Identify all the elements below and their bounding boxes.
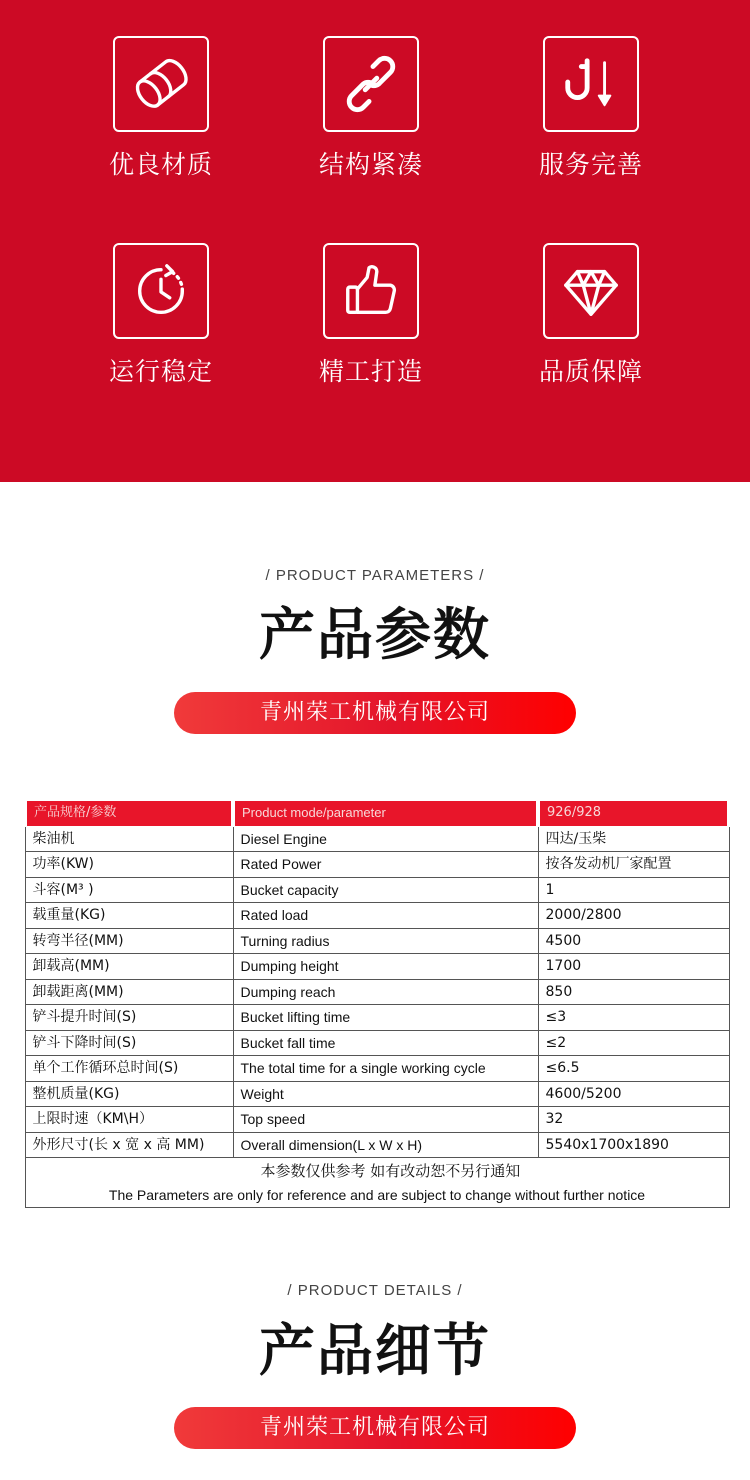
feature-label: 服务完善 xyxy=(538,150,643,179)
table-row xyxy=(25,1005,729,1031)
param-name-cn: 斗容(M³ ) xyxy=(25,877,233,903)
note-english: The Parameters are only for reference and are subject to change without further notice xyxy=(108,1186,646,1203)
feature-item xyxy=(496,36,686,180)
param-name-en: Top speed xyxy=(233,1107,538,1133)
table-row xyxy=(25,1081,729,1107)
feature-item xyxy=(496,243,686,387)
thumbs-up-icon xyxy=(323,243,419,339)
header-cell: Product mode/parameter xyxy=(233,801,538,827)
param-name-en: Turning radius xyxy=(233,928,538,954)
param-name-en: The total time for a single working cycle xyxy=(233,1056,538,1082)
company-name-pill: 青州荣工机械有限公司 xyxy=(174,1407,576,1449)
param-name-en: Bucket capacity xyxy=(233,877,538,903)
feature-item xyxy=(66,36,256,180)
parameters-title: 产品参数 xyxy=(259,603,491,668)
clock-refresh-icon xyxy=(113,243,209,339)
param-name-cn: 功率(KW) xyxy=(25,852,233,878)
feature-item xyxy=(276,36,466,180)
table-row xyxy=(25,852,729,878)
param-name-cn: 整机质量(KG) xyxy=(25,1081,233,1107)
param-name-en: Overall dimension(L x W x H) xyxy=(233,1132,538,1158)
chain-link-icon xyxy=(323,36,419,132)
company-name-pill: 青州荣工机械有限公司 xyxy=(174,692,576,734)
header-cell: 产品规格/参数 xyxy=(25,801,233,827)
details-title: 产品细节 xyxy=(259,1319,491,1384)
parameters-table xyxy=(23,800,731,1208)
param-name-en: Rated Power xyxy=(233,852,538,878)
param-value: 4500 xyxy=(538,928,729,954)
param-name-en: Weight xyxy=(233,1081,538,1107)
param-name-cn: 上限时速（KM\H） xyxy=(25,1107,233,1133)
table-note-row xyxy=(25,1158,729,1208)
param-value: 4600/5200 xyxy=(538,1081,729,1107)
feature-label: 结构紧凑 xyxy=(318,150,423,179)
param-name-en: Dumping reach xyxy=(233,979,538,1005)
table-row xyxy=(25,903,729,929)
table-row xyxy=(25,1030,729,1056)
feature-label: 精工打造 xyxy=(318,357,423,386)
param-value: 四达/玉柴 xyxy=(538,826,729,852)
table-row xyxy=(25,1107,729,1133)
param-value: 850 xyxy=(538,979,729,1005)
table-row xyxy=(25,928,729,954)
param-name-cn: 卸载距离(MM) xyxy=(25,979,233,1005)
param-name-en: Bucket lifting time xyxy=(233,1005,538,1031)
param-name-en: Bucket fall time xyxy=(233,1030,538,1056)
note-chinese: 本参数仅供参考 如有改动恕不另行通知 xyxy=(260,1161,521,1180)
table-row xyxy=(25,1056,729,1082)
param-value: 32 xyxy=(538,1107,729,1133)
param-name-cn: 单个工作循环总时间(S) xyxy=(25,1056,233,1082)
diamond-icon xyxy=(543,243,639,339)
param-value: 按各发动机厂家配置 xyxy=(538,852,729,878)
param-name-cn: 外形尺寸(长 x 宽 x 高 MM) xyxy=(25,1132,233,1158)
param-value: 1700 xyxy=(538,954,729,980)
table-row xyxy=(25,877,729,903)
param-name-cn: 柴油机 xyxy=(25,826,233,852)
details-subtitle: / PRODUCT DETAILS / xyxy=(287,1282,463,1299)
param-value: ≤6.5 xyxy=(538,1056,729,1082)
feature-item xyxy=(66,243,256,387)
parameters-subtitle: / PRODUCT PARAMETERS / xyxy=(265,567,485,584)
table-header-row xyxy=(25,801,729,827)
param-value: ≤2 xyxy=(538,1030,729,1056)
param-name-cn: 转弯半径(MM) xyxy=(25,928,233,954)
hook-arrow-icon xyxy=(543,36,639,132)
param-value: 1 xyxy=(538,877,729,903)
param-name-cn: 铲斗提升时间(S) xyxy=(25,1005,233,1031)
table-row xyxy=(25,1132,729,1158)
pipe-icon xyxy=(113,36,209,132)
table-row xyxy=(25,826,729,852)
table-note xyxy=(25,1158,729,1208)
param-name-en: Diesel Engine xyxy=(233,826,538,852)
param-name-cn: 铲斗下降时间(S) xyxy=(25,1030,233,1056)
feature-label: 运行稳定 xyxy=(108,357,213,386)
param-value: 2000/2800 xyxy=(538,903,729,929)
feature-item xyxy=(276,243,466,387)
param-name-en: Rated load xyxy=(233,903,538,929)
header-cell: 926/928 xyxy=(538,801,729,827)
feature-label: 品质保障 xyxy=(538,357,643,386)
param-name-cn: 载重量(KG) xyxy=(25,903,233,929)
param-value: 5540x1700x1890 xyxy=(538,1132,729,1158)
param-name-cn: 卸载高(MM) xyxy=(25,954,233,980)
param-name-en: Dumping height xyxy=(233,954,538,980)
features-band xyxy=(0,0,750,482)
feature-label: 优良材质 xyxy=(108,150,213,179)
table-row xyxy=(25,979,729,1005)
param-value: ≤3 xyxy=(538,1005,729,1031)
table-row xyxy=(25,954,729,980)
